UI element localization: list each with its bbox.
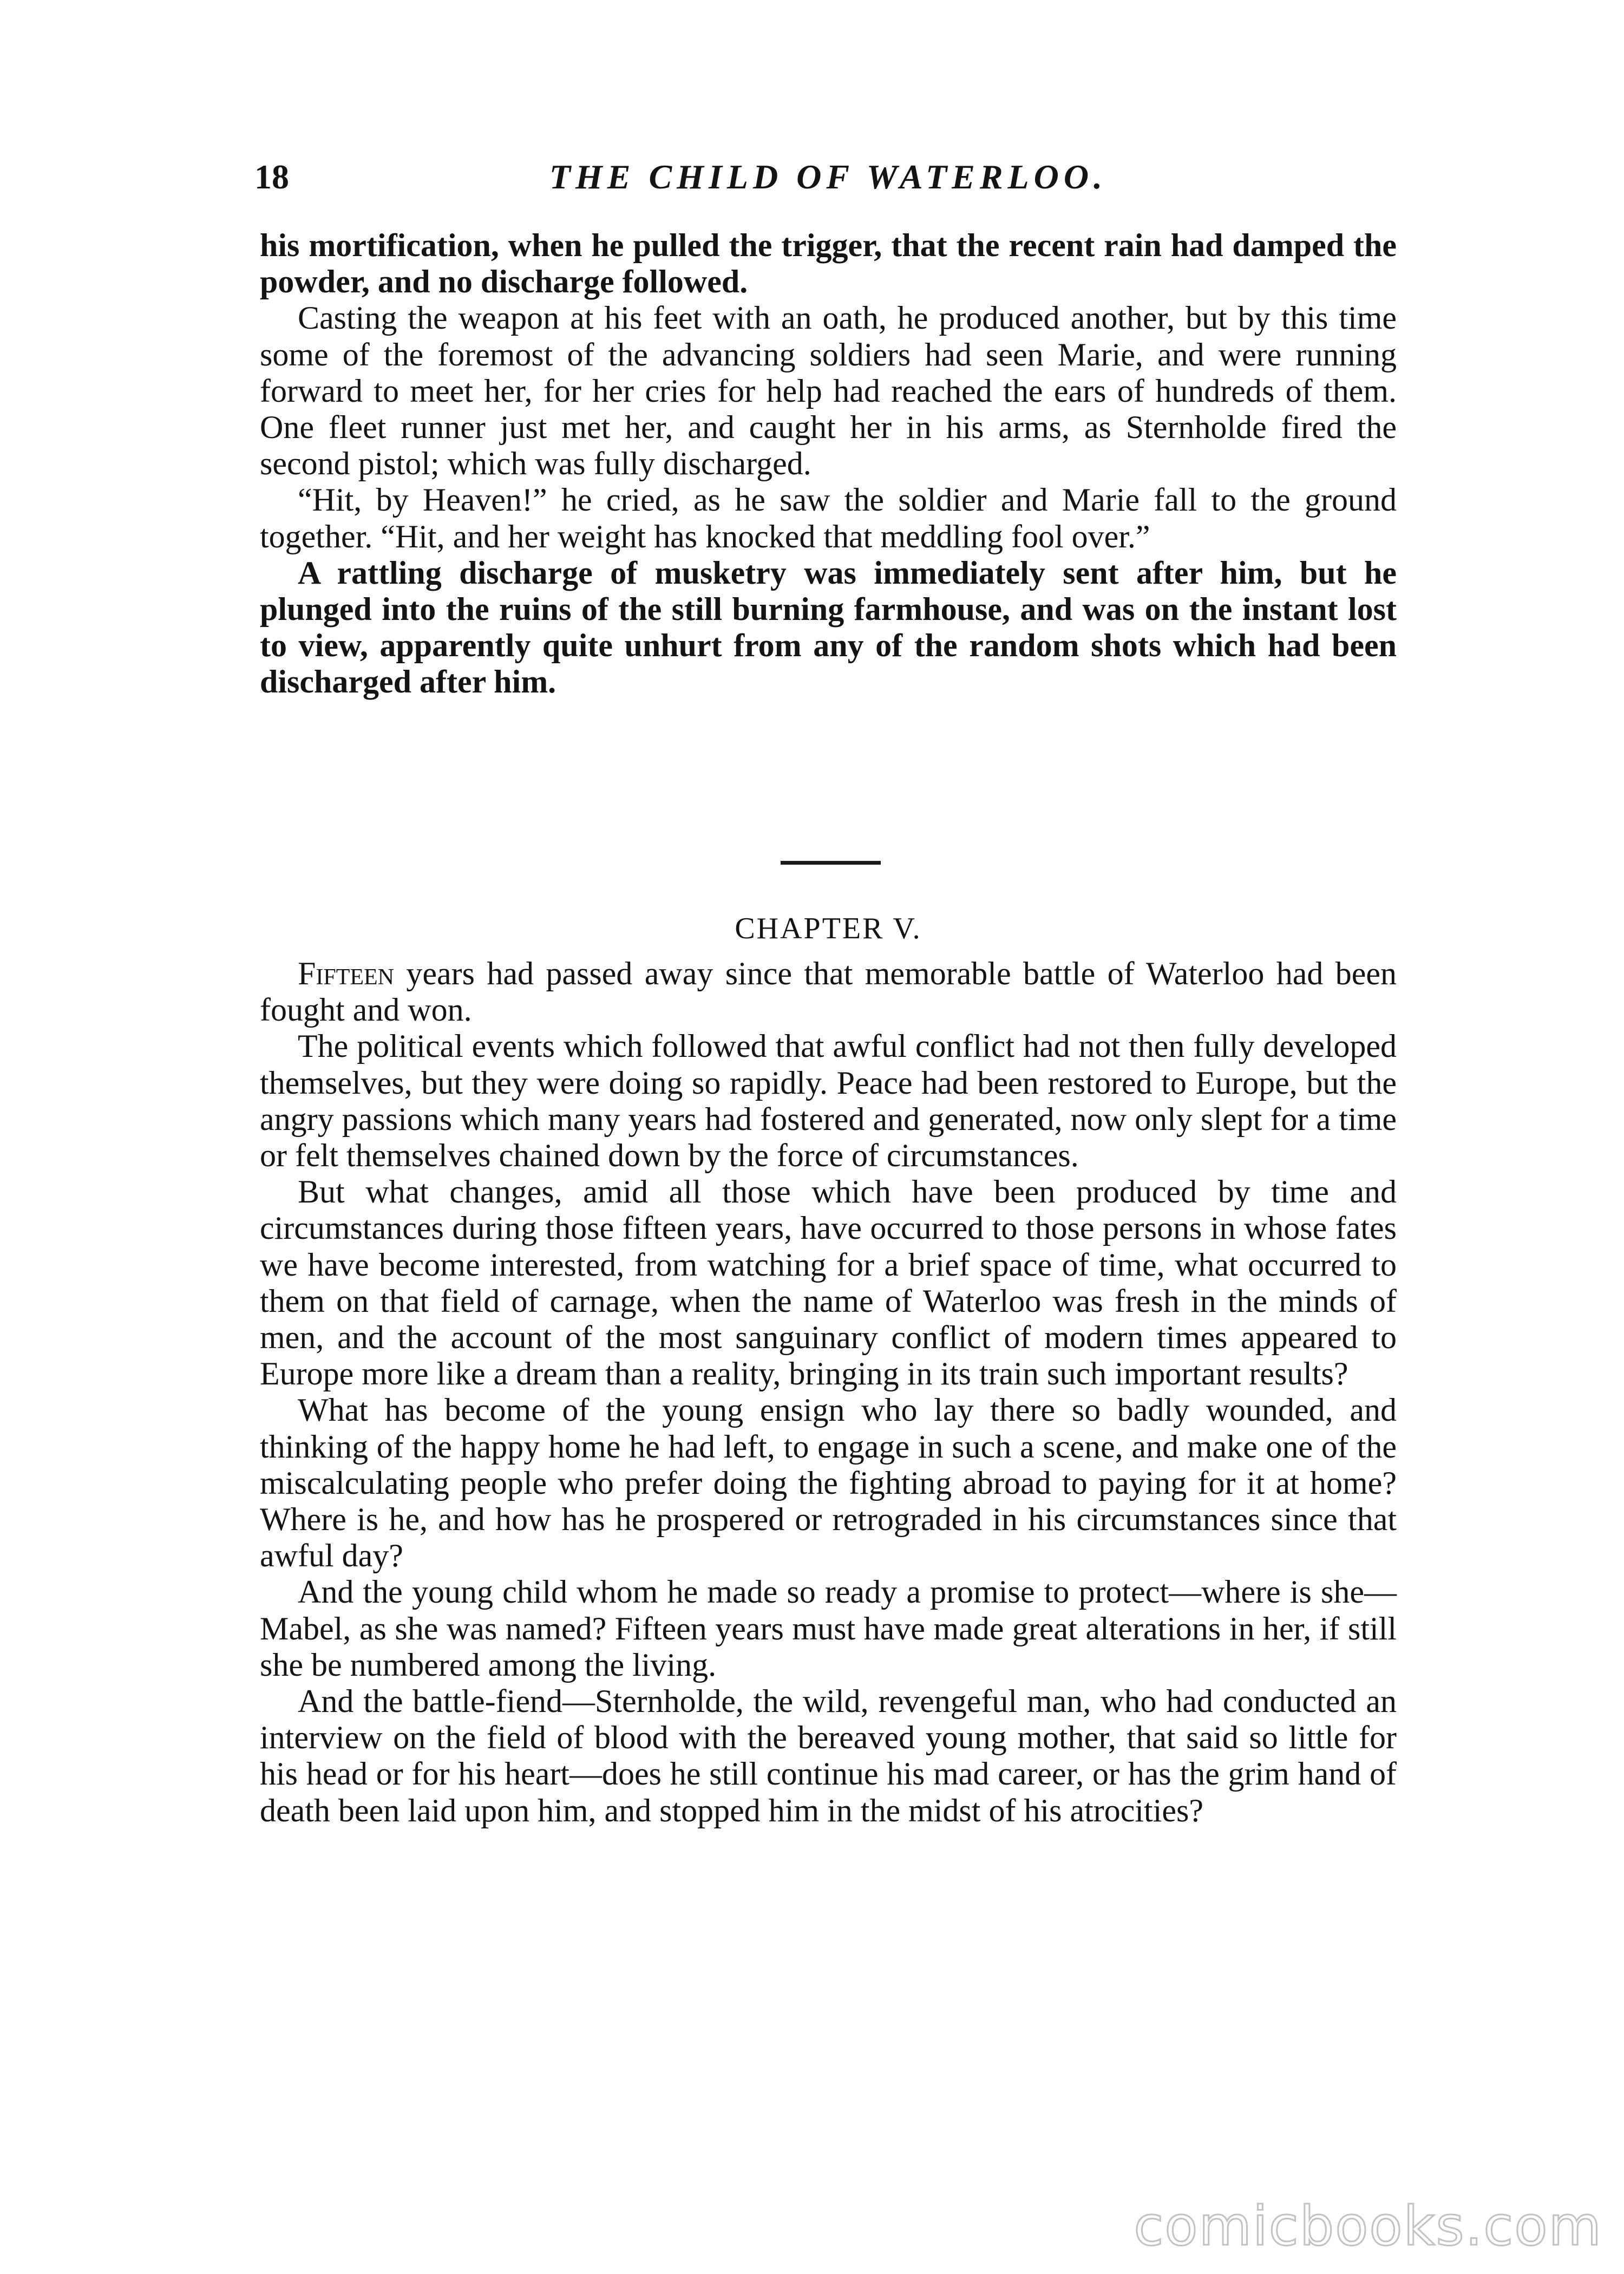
paragraph: A rattling discharge of musketry was immediately sent after him, but he plunged into the ruins of the still burning farmhouse, and was on the instant lost to view, apparently quite unhurt from any of the random shots which had been discharged after him. (260, 554, 1397, 700)
chapter-first-word: Fifteen (298, 956, 395, 991)
paragraph: his mortification, when he pulled the trigger, that the recent rain had damped the powder, and no discharge followed. (260, 227, 1397, 300)
page-header (254, 153, 1402, 201)
chapter-opening-text: years had passed away since that memorable battle of Waterloo had been fought and won. (260, 956, 1397, 1028)
paragraph: But what changes, amid all those which have been produced by time and circumstances during those fifteen years, have occurred to those persons in whose fates we have become interested, from watching for a brief space of time, what occurred to them on that field of carnage, when the name of Waterloo was fresh in the minds of men, and the account of the most sanguinary conflict of modern times appeared to Europe more like a dream than a reality, bringing in its train such important results? (260, 1174, 1397, 1392)
running-title: THE CHILD OF WATERLOO. (549, 158, 1108, 196)
chapter-heading: CHAPTER V. (735, 912, 922, 945)
text-block-chapter (260, 956, 1397, 1829)
paragraph: And the battle-fiend—Sternholde, the wild, revengeful man, who had conducted an interview on the field of blood with the bereaved young mother, that said so little for his head or for his heart—does he still continue his mad career, or has the grim hand of death been laid upon him, and stopped him in the midst of his atrocities? (260, 1683, 1397, 1828)
paragraph: And the young child whom he made so ready a promise to protect—where is she—Mabel, as she was named? Fifteen years must have made great alterations in her, if still she be numbered among the living. (260, 1574, 1397, 1683)
paragraph: Casting the weapon at his feet with an oath, he produced another, but by this time some of the foremost of the advancing soldiers had seen Marie, and were running forward to meet her, for her cries for help had reached the ears of hundreds of them. One fleet runner just met her, and caught her in his arms, as Sternholde fired the second pistol; which was fully discharged. (260, 300, 1397, 482)
paragraph: What has become of the young ensign who lay there so badly wounded, and thinking of the happy home he had left, to engage in such a scene, and make one of the miscalculating people who prefer doing the fighting abroad to paying for it at home? Where is he, and how has he prospered or retrograded in his circumstances since that awful day? (260, 1392, 1397, 1574)
watermark: comicbooks.com (1134, 2194, 1602, 2258)
paragraph: The political events which followed that awful conflict had not then fully developed themselves, but they were doing so rapidly. Peace had been restored to Europe, but the angry passions which many years had fostered and generated, now only slept for a time or felt themselves chained down by the force of circumstances. (260, 1028, 1397, 1174)
paragraph: “Hit, by Heaven!” he cried, as he saw the soldier and Marie fall to the ground together. “Hit, and her weight has knocked that meddling fool over.” (260, 482, 1397, 554)
chapter-opening-paragraph (260, 956, 1397, 1028)
text-block-before-chapter (260, 227, 1397, 701)
page-number: 18 (254, 158, 289, 196)
section-divider (781, 861, 881, 865)
